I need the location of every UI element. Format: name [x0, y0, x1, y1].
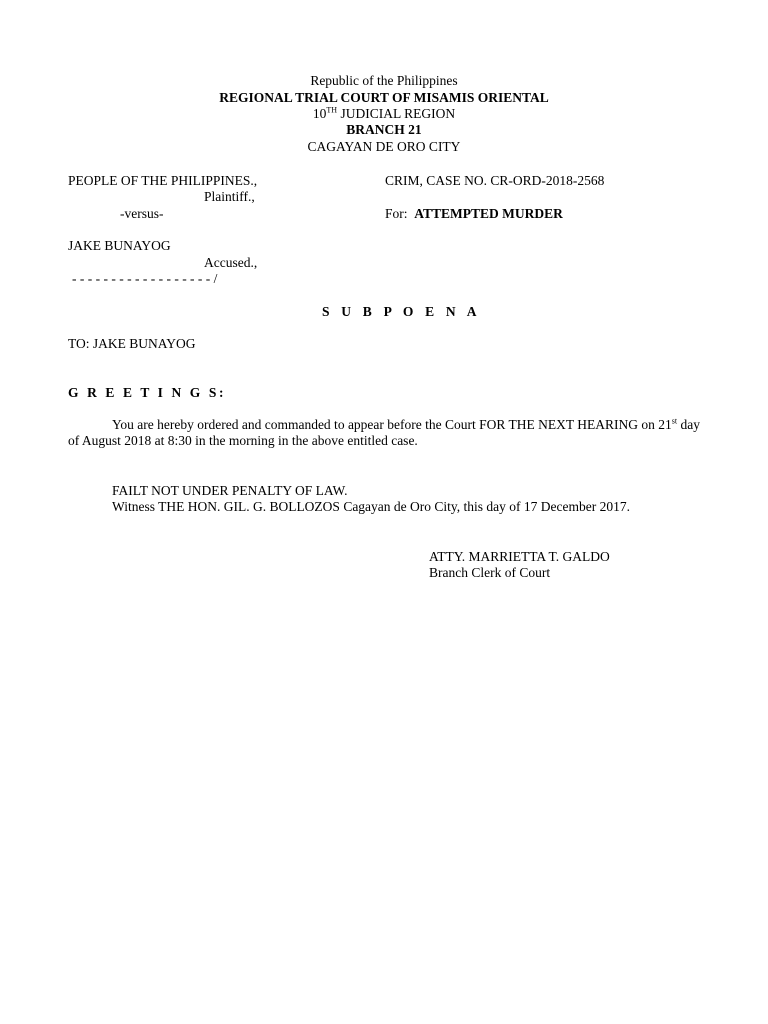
branch-line: BRANCH 21: [346, 122, 422, 137]
region-suffix: TH: [326, 105, 338, 115]
case-number: CRIM, CASE NO. CR-ORD-2018-2568: [385, 173, 605, 188]
order-text-part2: day of August 2018 at 8:30 in the morning in the above entitled case.: [68, 417, 700, 448]
order-ordinal: st: [671, 416, 678, 426]
caption-separator: - - - - - - - - - - - - - - - - - - /: [72, 271, 218, 286]
order-text-part1: You are hereby ordered and commanded to appear before the Court FOR THE NEXT HEARING on 21: [112, 417, 672, 432]
greetings-heading: G R E E T I N G S:: [68, 385, 227, 400]
region-number: 10: [312, 106, 327, 121]
witness-paragraph: Witness THE HON. GIL. G. BOLLOZOS Cagayan de Oro City, this day of 17 December 2017.: [112, 499, 630, 514]
offense-line: [385, 206, 563, 222]
republic-line: Republic of the Philippines: [310, 73, 458, 88]
offense-name: ATTEMPTED MURDER: [414, 206, 563, 221]
for-label: For:: [385, 206, 408, 221]
region-text: JUDICIAL REGION: [337, 106, 456, 121]
fail-not-line: FAILT NOT UNDER PENALTY OF LAW.: [112, 483, 348, 498]
plaintiff-name: PEOPLE OF THE PHILIPPINES.,: [68, 173, 258, 188]
addressee: TO: JAKE BUNAYOG: [68, 336, 196, 351]
judicial-region: [0, 106, 768, 122]
accused-name: JAKE BUNAYOG: [68, 238, 171, 253]
court-name: REGIONAL TRIAL COURT OF MISAMIS ORIENTAL: [219, 90, 549, 105]
signatory-name: ATTY. MARRIETTA T. GALDO: [429, 549, 610, 564]
order-paragraph: [68, 417, 700, 449]
accused-role: Accused.,: [204, 255, 258, 270]
plaintiff-role: Plaintiff.,: [204, 189, 255, 204]
versus-label: -versus-: [120, 206, 164, 221]
signatory-title: Branch Clerk of Court: [429, 565, 551, 580]
city-line: CAGAYAN DE ORO CITY: [307, 139, 461, 154]
document-title: S U B P O E N A: [322, 304, 481, 319]
